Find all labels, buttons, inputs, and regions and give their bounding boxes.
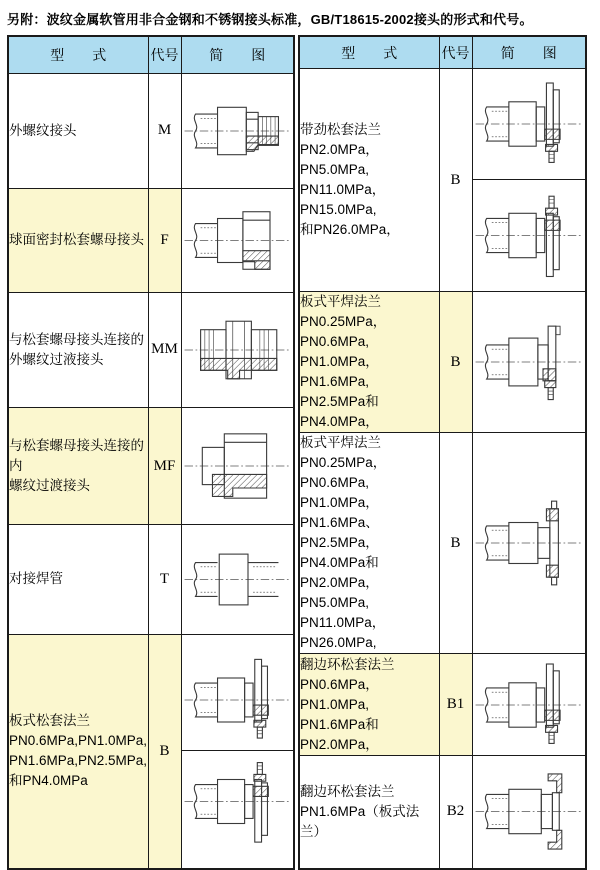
type-line: 与松套螺母接头连接的 [9, 331, 144, 347]
header-row [299, 36, 586, 69]
header-row [8, 36, 294, 73]
male-thread-fitting-diagram [181, 73, 294, 188]
butt-weld-pipe-diagram [181, 525, 294, 634]
neck-loose-flange-bottom-diagram [473, 180, 586, 291]
table-row [8, 292, 294, 407]
fitting-type [299, 756, 439, 869]
type-line: PN2.0MPa，PN5.0MPa, [300, 575, 379, 610]
type-line: 外螺纹过液接头 [9, 351, 104, 367]
plate-loose-flange-bottom-diagram [182, 751, 294, 852]
fittings-table-left [7, 35, 295, 870]
fitting-type [8, 73, 148, 188]
fitting-type [8, 407, 148, 524]
table-row [299, 69, 586, 292]
plate-weld-flange-double-diagram [472, 433, 586, 654]
fitting-code: B [439, 292, 472, 433]
table-row [8, 189, 294, 293]
fitting-type [8, 189, 148, 293]
fitting-code: B2 [439, 756, 472, 869]
flanged-ring-plate-flange-diagram [472, 756, 586, 869]
fitting-code: T [148, 525, 181, 634]
female-thread-transition-fitting-diagram [181, 407, 294, 524]
table-row [8, 525, 294, 634]
type-line: PN1.6MPa,PN2.5MPa, [9, 753, 148, 769]
type-line: 板式松套法兰 [9, 713, 90, 729]
fitting-code: M [148, 73, 181, 188]
type-line: PN2.5MPa和PN4.0MPa， [300, 394, 379, 429]
type-line: PN11.0MPa，PN26.0MPa, [300, 615, 386, 650]
type-line: PN0.6MPa，PN1.0MPa, [300, 676, 379, 712]
type-line: PN1.0MPa，PN1.6MPa、 [300, 495, 379, 530]
header-code: 代号 [148, 36, 181, 73]
type-line: 和PN26.0MPa， [300, 222, 400, 237]
fitting-code: B [439, 433, 472, 654]
type-line: PN11.0MPa，PN15.0MPa, [300, 182, 386, 217]
table-row [299, 756, 586, 869]
header-code: 代号 [439, 36, 472, 69]
type-line: 螺纹过渡接头 [9, 478, 90, 494]
type-line: 板式平焊法兰 [300, 294, 381, 309]
plate-weld-flange-diagram [472, 292, 586, 433]
fitting-code: F [148, 189, 181, 293]
type-line: 和PN4.0MPa [9, 773, 88, 789]
type-line: 外螺纹接头 [9, 122, 77, 138]
fittings-table-group [7, 35, 600, 870]
table-row [8, 73, 294, 188]
table-row [8, 407, 294, 524]
fitting-type [8, 292, 148, 407]
type-line: PN0.25MPa，PN0.6MPa, [300, 455, 387, 490]
plate-loose-flange-top-diagram [182, 650, 294, 751]
fitting-code: MF [148, 407, 181, 524]
fittings-table-right [298, 35, 587, 870]
type-line: 与松套螺母接头连接的内 [9, 438, 144, 474]
fitting-type [8, 634, 148, 868]
type-line: 翻边环松套法兰 [300, 783, 395, 799]
type-line: PN1.0MPa，PN1.6MPa, [300, 354, 379, 389]
header-type: 型 式 [8, 36, 148, 73]
table-row [299, 433, 586, 654]
type-line: 板式平焊法兰 [300, 435, 381, 450]
table-row [299, 292, 586, 433]
male-thread-transition-fitting-diagram [181, 292, 294, 407]
header-diagram: 简 图 [181, 36, 294, 73]
type-line: 球面密封松套螺母接头 [9, 232, 144, 248]
header-diagram: 简 图 [472, 36, 586, 69]
fitting-type [299, 292, 439, 433]
flanged-ring-loose-flange-diagram [472, 654, 586, 756]
type-line: PN2.0MPa，PN5.0MPa, [300, 142, 379, 177]
plate-loose-flange-diagrams [181, 634, 294, 868]
type-line: PN0.6MPa,PN1.0MPa, [9, 733, 148, 749]
fitting-code: MM [148, 292, 181, 407]
type-line: PN2.5MPa，PN4.0MPa和 [300, 535, 379, 570]
header-type: 型 式 [299, 36, 439, 69]
type-line: PN0.25MPa，PN0.6MPa, [300, 314, 387, 349]
neck-loose-flange-top-diagram [473, 69, 586, 180]
spherical-seal-loose-nut-fitting-diagram [181, 189, 294, 293]
type-line: PN1.6MPa（板式法兰） [300, 803, 420, 839]
type-line: 对接焊管 [9, 571, 63, 587]
table-row [8, 634, 294, 868]
page-title: 另附：波纹金属软管用非合金钢和不锈钢接头标准，GB/T18615-2002接头的形式和代号。 [7, 12, 533, 27]
table-row [299, 654, 586, 756]
fitting-code: B [148, 634, 181, 868]
type-line: 带劲松套法兰 [300, 122, 381, 137]
fitting-code: B1 [439, 654, 472, 756]
fitting-type [299, 69, 439, 292]
fitting-type [299, 433, 439, 654]
type-line: PN1.6MPa和PN2.0MPa， [300, 716, 379, 752]
neck-loose-flange-diagrams [472, 69, 586, 292]
fitting-type [8, 525, 148, 634]
fitting-code: B [439, 69, 472, 292]
fitting-type [299, 654, 439, 756]
type-line: 翻边环松套法兰 [300, 656, 395, 672]
